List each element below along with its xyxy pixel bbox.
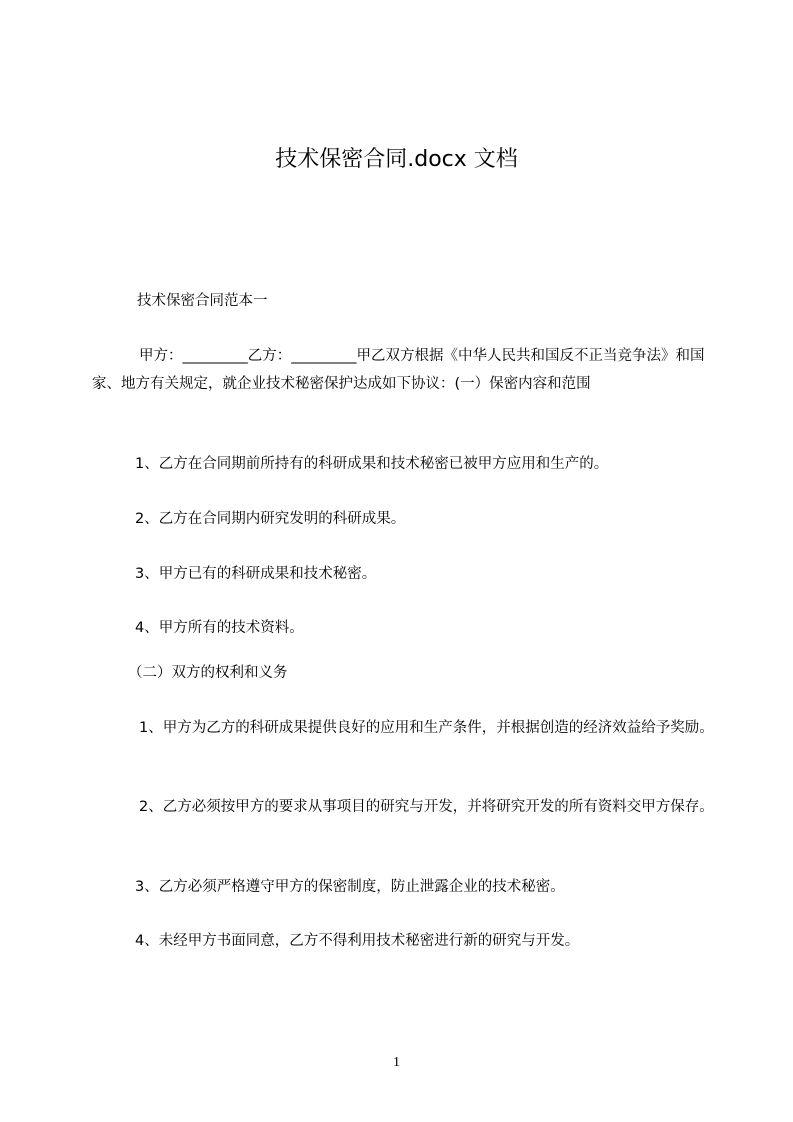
document-title: 技术保密合同.docx 文档 <box>275 147 518 172</box>
paragraph: 2、乙方必须按甲方的要求从事项目的研究与开发，并将研究开发的所有资料交甲方保存。 <box>139 799 714 815</box>
paragraph: 4、未经甲方书面同意，乙方不得利用技术秘密进行新的研究与开发。 <box>135 933 580 949</box>
paragraph: 3、乙方必须严格遵守甲方的保密制度，防止泄露企业的技术秘密。 <box>135 879 565 895</box>
paragraph: 1、乙方在合同期前所持有的科研成果和技术秘密已被甲方应用和生产的。 <box>135 456 609 472</box>
paragraph: 1、甲方为乙方的科研成果提供良好的应用和生产条件，并根据创造的经济效益给予奖励。 <box>139 720 714 736</box>
paragraph: 技术保密合同范本一 <box>137 293 268 309</box>
paragraph: 甲方：_________乙方：_________甲乙双方根据《中华人民共和国反不正当竞争法》和国家、地方有关规定，就企业技术秘密保护达成如下协议：(一）保密内容和范围 <box>92 348 705 392</box>
paragraph: 2、乙方在合同期内研究发明的科研成果。 <box>135 511 406 527</box>
page-number: 1 <box>393 1055 400 1070</box>
paragraph: 4、甲方所有的技术资料。 <box>135 620 304 636</box>
paragraph: （二）双方的权利和义务 <box>128 665 288 681</box>
paragraph: 3、甲方已有的科研成果和技术秘密。 <box>135 566 377 582</box>
